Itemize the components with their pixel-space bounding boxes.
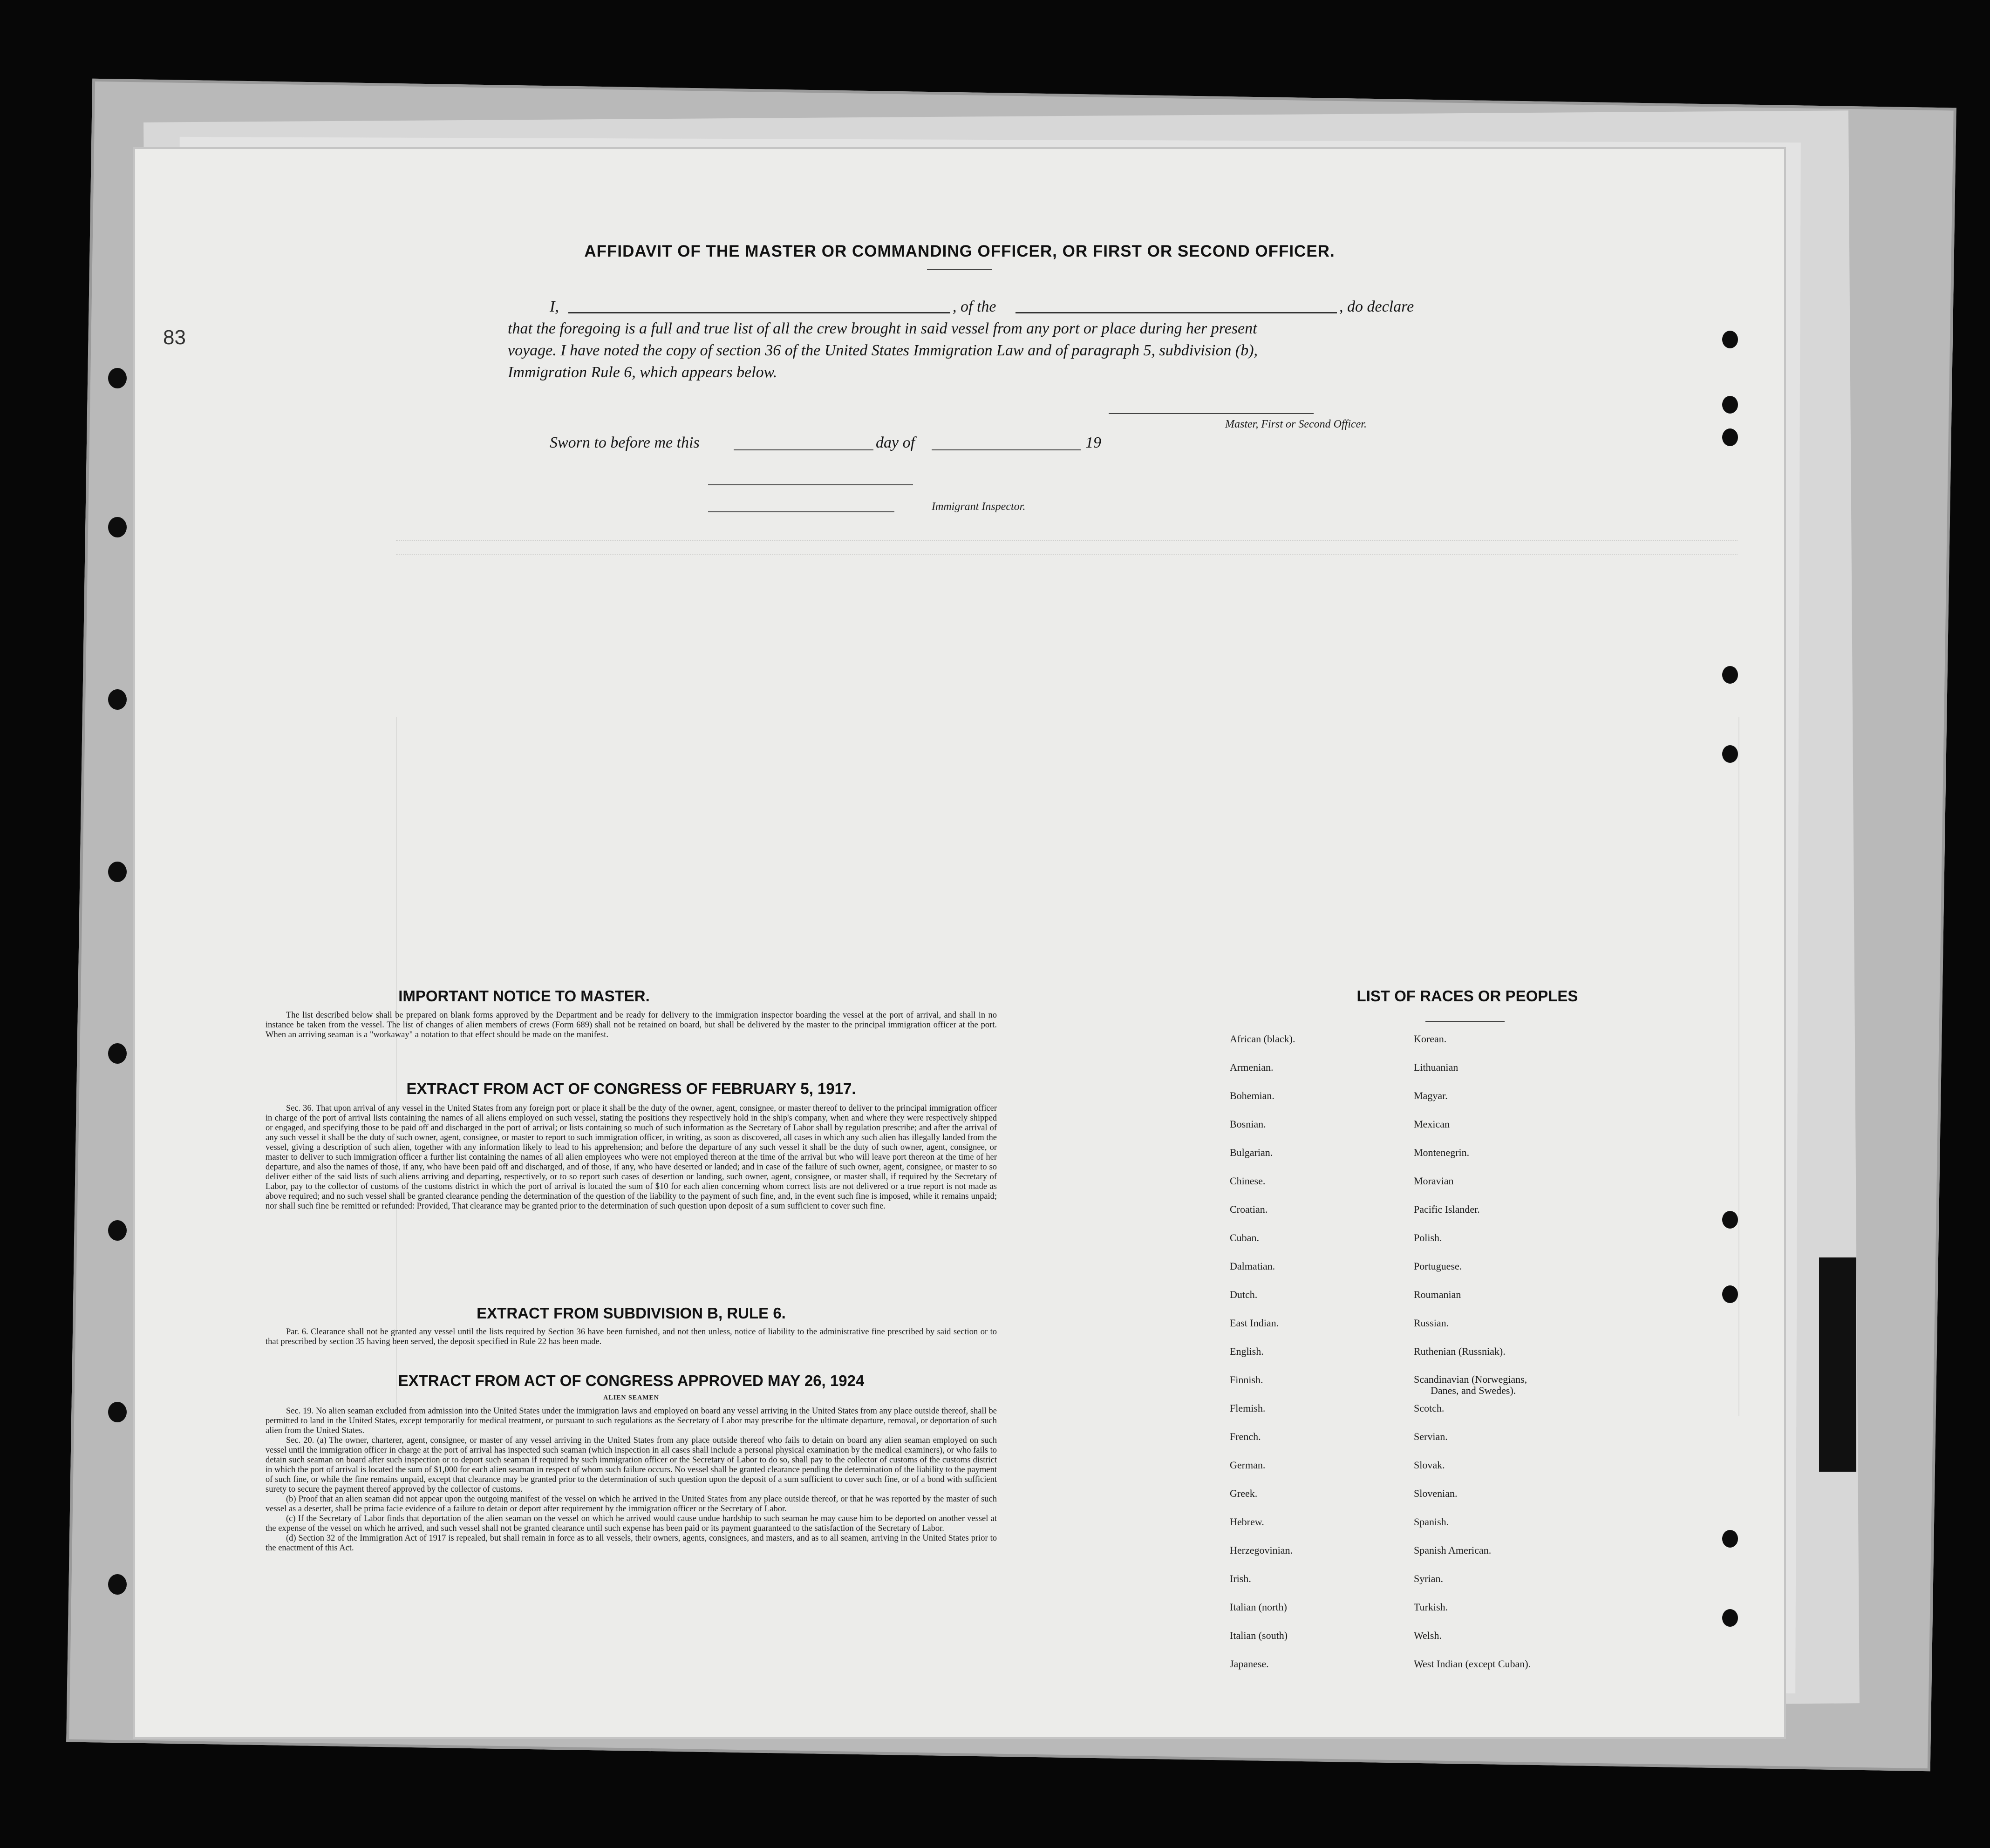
sworn-year: 19 [1085,434,1101,451]
race-item: Servian. [1414,1431,1448,1442]
race-item: Finnish. [1230,1374,1263,1386]
extract-1924-title: EXTRACT FROM ACT OF CONGRESS APPROVED MAY 26, 1924 [398,1372,865,1389]
sec-20a-text: Sec. 20. (a) The owner, charterer, agent, consignee, or master of any vessel arriving in the United States from any place outside thereof who fails to detain on board any alien seaman employed on such vessel until the immigration officer in charge at the port of arrival has inspected such seaman (which inspection in all cases shall include a personal physical examination by the medical examiners), or who fails to detain such seaman on board after such inspection or to deport such seaman if required by such immigration officer or the Secretary of Labor to do so, shall pay to the collector of customs of the customs district in which the port of arrival is located the sum of $1,000 for each alien seaman in respect of whom such failure occurs. No vessel shall be granted clearance pending the determination of the liability to the payment of such fine, or while the fine remains unpaid, except that clearance may be granted prior to the determination of such question upon the deposit of a sum sufficient to cover such fine, or of a bond with sufficient surety to secure the payment thereof approved by the collector of customs. [266,1436,997,1494]
inspector-caption: Immigrant Inspector. [932,501,1026,513]
race-item: Portuguese. [1414,1260,1462,1272]
inspector-line-upper [708,484,913,485]
notice-title: IMPORTANT NOTICE TO MASTER. [398,987,650,1005]
section-36-text: Sec. 36. That upon arrival of any vessel in the United States from any foreign port or place it shall be the duty of the owner, agent, consignee, or master thereof to deliver to the principal immigration officer in charge of the port of arrival lists containing the names of all aliens employed on such vessel, stating the positions they respectively hold in the ship's company, when and where they were respectively shipped or engaged, and specifying those to be paid off and discharged in the port of arrival; or lists containing so much of such information as the Secretary of Labor shall by regulation prescribe; and after the arrival of any such vessel it shall be the duty of such owner, agent, consignee, or master to report to such immigration officer, in writing, as soon as discovered, all cases in which any such alien has illegally landed from the vessel, giving a description of such alien, together with any information likely to lead to his apprehension; and before the departure of any such vessel it shall be the duty of such owner, agent, consignee, or master to deliver to such immigration officer a further list containing the names of all alien employees who were not employed thereon at the time of the arrival but who will leave port thereon at the time of her departure, and also the names of those, if any, who have been paid off and discharged, and of those, if any, who have deserted or landed; and in case of the failure of such owner, agent, consignee, or master to so deliver either of the said lists of such aliens arriving and departing, respectively, or to so report such cases of desertion or landing, such owner, agent, consignee, or master shall, if required by the Secretary of Labor, pay to the collector of customs of the customs district in which the port of arrival is located the sum of $10 for each alien concerning whom correct lists are not delivered or a true report is not made as above required; and no such vessel shall be granted clearance pending the determination of the question of the liability to the payment of such fine, and, in the event such fine is imposed, while it remains unpaid; nor shall such fine be remitted or refunded: Provided, That clearance may be granted prior to the determination of such question upon deposit of a sum sufficient to cover such fine. [266,1104,997,1211]
races-column-2 [1414,1025,1531,1678]
punch-hole [108,1402,127,1422]
races-title: LIST OF RACES OR PEOPLES [1356,987,1578,1005]
punch-hole [1722,745,1738,763]
race-item: West Indian (except Cuban). [1414,1658,1531,1670]
race-item: Montenegrin. [1414,1147,1470,1158]
frame-marker [1819,1257,1856,1472]
race-item: Ruthenian (Russniak). [1414,1345,1506,1357]
punch-hole [108,862,127,882]
race-item: Lithuanian [1414,1061,1458,1073]
race-item: Slovak. [1414,1459,1445,1471]
race-item: Pacific Islander. [1414,1203,1480,1215]
sworn-month-field[interactable] [932,449,1081,450]
inspector-signature-line[interactable] [708,511,894,512]
affidavit-line-3: voyage. I have noted the copy of section 36 of the United States Immigration Law and of paragraph 5, subdivision (b), [508,342,1258,359]
race-item: Roumanian [1414,1289,1461,1300]
race-item: Italian (north) [1230,1601,1287,1613]
race-item: Spanish. [1414,1516,1449,1528]
race-item: Cuban. [1230,1232,1259,1243]
race-item [1414,1366,1531,1394]
punch-hole [108,1043,127,1064]
race-item: Flemish. [1230,1402,1266,1414]
punch-hole [1722,331,1738,348]
affidavit-line-1-end: , do declare [1339,298,1414,315]
race-item: Scotch. [1414,1402,1445,1414]
signature-line[interactable] [1109,413,1314,414]
punch-hole [1722,1285,1738,1303]
punch-hole [108,517,127,537]
bleed-through [396,540,1738,555]
extract-1917-title: EXTRACT FROM ACT OF CONGRESS OF FEBRUARY 5, 1917. [406,1080,856,1097]
punch-hole [1722,1609,1738,1627]
signature-caption: Master, First or Second Officer. [1225,418,1367,430]
affidavit-line-1-mid: , of the [953,298,996,315]
punch-hole [1722,1530,1738,1548]
race-item: French. [1230,1431,1261,1442]
race-item: African (black). [1230,1033,1295,1045]
race-item: Bulgarian. [1230,1147,1273,1158]
punch-hole [108,368,127,388]
race-item: Moravian [1414,1175,1454,1187]
affidavit-line-2: that the foregoing is a full and true list of all the crew brought in said vessel from any port or place during her present [508,320,1257,337]
race-item: Hebrew. [1230,1516,1264,1528]
race-item: Irish. [1230,1573,1251,1584]
affidavit-line-4: Immigration Rule 6, which appears below. [508,364,777,381]
sec-20d-text: (d) Section 32 of the Immigration Act of 1917 is repealed, but shall remain in force as to all vessels, their owners, agents, consignees, and masters, and as to all seamen, arriving in the United States prior to the enactment of this Act. [266,1534,997,1553]
document-page [135,149,1784,1737]
race-item: Russian. [1414,1317,1449,1329]
race-item: Turkish. [1414,1601,1448,1613]
race-item: Bohemian. [1230,1090,1274,1101]
race-item: Dalmatian. [1230,1260,1275,1272]
affidavit-title: AFFIDAVIT OF THE MASTER OR COMMANDING OFFICER, OR FIRST OR SECOND OFFICER. [584,242,1335,260]
title-underline [927,269,992,270]
punch-hole [108,689,127,710]
extract-rule-6-body [266,1327,997,1347]
sworn-day-field[interactable] [734,449,873,450]
page-number: 83 [163,326,186,349]
race-item: Spanish American. [1414,1544,1492,1556]
race-item: Dutch. [1230,1289,1258,1300]
sworn-day-of: day of [876,434,915,451]
extract-1924-body [266,1406,997,1553]
punch-hole [1722,428,1738,446]
race-item: English. [1230,1345,1264,1357]
races-title-underline [1425,1021,1505,1022]
race-item: Croatian. [1230,1203,1268,1215]
punch-hole [108,1574,127,1595]
race-item: Bosnian. [1230,1118,1266,1130]
par-6-text: Par. 6. Clearance shall not be granted any vessel until the lists required by Section 36 have been furnished, and not then unless, notice of liability to the administrative fine prescribed by said section or to that prescribed by section 35 having been served, the deposit specified in Rule 22 has been made. [266,1327,997,1346]
sworn-text: Sworn to before me this [550,434,700,451]
race-item: Syrian. [1414,1573,1443,1584]
race-item: Mexican [1414,1118,1450,1130]
punch-hole [1722,1211,1738,1229]
sec-19-text: Sec. 19. No alien seaman excluded from admission into the United States under the immigration laws and employed on board any vessel arriving in the United States from any place outside thereof, shall be permitted to land in the United States, except temporarily for medical treatment, or pursuant to such regulations as the Secretary of Labor may prescribe for the ultimate departure, removal, or deportation of such alien from the United States. [266,1406,997,1435]
affidavit-line-1-start: I, [550,298,559,315]
extract-1917-body [266,1104,997,1211]
punch-hole [1722,396,1738,414]
race-item: Welsh. [1414,1630,1442,1641]
race-item-continuation: Danes, and Swedes). [1431,1385,1516,1396]
vessel-name-field[interactable] [1015,312,1337,313]
race-item: Polish. [1414,1232,1442,1243]
race-item: Slovenian. [1414,1488,1458,1499]
notice-text: The list described below shall be prepared on blank forms approved by the Department and be ready for delivery to the immigration inspector boarding the vessel at the port of arrival, and shall in no instance be taken from the vessel. The list of changes of alien members of crews (Form 689) shall not be retained on board, but shall be delivered by the master to the principal immigration officer at the port. When an arriving seaman is a "workaway" a notation to that effect should be made on the manifest. [266,1011,997,1040]
race-item: Herzegovinian. [1230,1544,1293,1556]
sec-20c-text: (c) If the Secretary of Labor finds that deportation of the alien seaman on the vessel on which he arrived would cause undue hardship to such seaman he may cause him to be deported on another vessel at the expense of the vessel on which he arrived, and such vessel shall not be granted clearance until such expense has been paid or its payment guaranteed to the satisfaction of the Secretary of Labor. [266,1514,997,1533]
race-item-line: Scandinavian (Norwegians, [1414,1373,1527,1385]
race-item: Italian (south) [1230,1630,1288,1641]
race-item: Greek. [1230,1488,1258,1499]
race-item: German. [1230,1459,1266,1471]
master-name-field[interactable] [568,312,950,313]
race-item: Korean. [1414,1033,1447,1045]
race-item: Chinese. [1230,1175,1266,1187]
races-column-1 [1230,1025,1295,1678]
extract-rule-6-title: EXTRACT FROM SUBDIVISION B, RULE 6. [477,1304,786,1322]
alien-seamen-subtitle: ALIEN SEAMEN [603,1394,659,1401]
notice-body [266,1011,997,1040]
race-item: Armenian. [1230,1061,1274,1073]
race-item: Japanese. [1230,1658,1269,1670]
punch-hole [108,1220,127,1241]
race-item: Magyar. [1414,1090,1448,1101]
race-item: East Indian. [1230,1317,1279,1329]
sec-20b-text: (b) Proof that an alien seaman did not appear upon the outgoing manifest of the vessel on which he arrived in the United States from any place outside thereof, or that he was reported by the master of such vessel as a deserter, shall be prima facie evidence of a failure to detain or deport after requirement by the immigration officer or the Secretary of Labor. [266,1495,997,1514]
punch-hole [1722,666,1738,684]
